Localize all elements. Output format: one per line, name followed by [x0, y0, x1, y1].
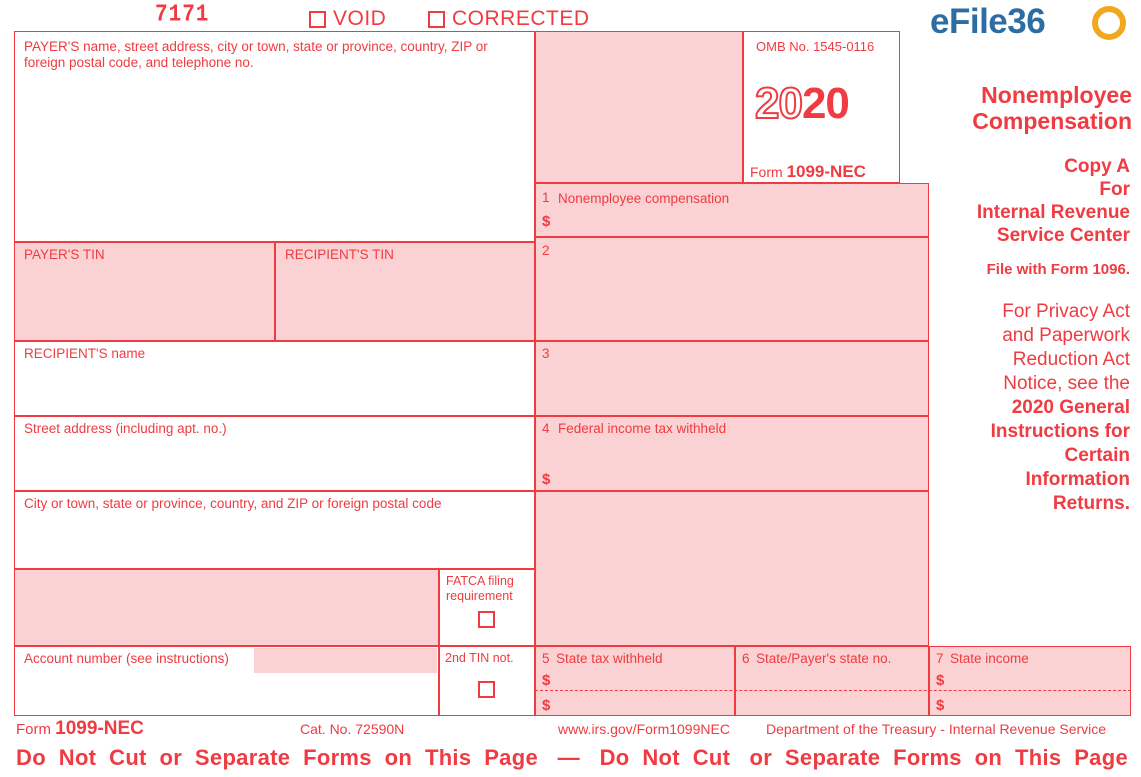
footer-form-word: Form: [16, 721, 51, 738]
box4-label: Federal income tax withheld: [558, 421, 727, 436]
copy-a-line2: For: [1099, 179, 1130, 200]
form-word: Form: [750, 164, 783, 180]
form-title-line1: Nonemployee: [981, 82, 1132, 108]
privacy-line7: Certain: [1064, 445, 1130, 466]
privacy-line2: and Paperwork: [1002, 325, 1130, 346]
box2-number: 2: [542, 243, 550, 258]
copy-a-line1: Copy A: [1064, 156, 1130, 177]
state-boxes-dashed-separator: [535, 690, 1131, 691]
footer-do-not-cut: [16, 745, 1128, 771]
logo-digit-3: 3: [1007, 2, 1027, 41]
copy-a-block: [930, 155, 1130, 247]
box1-label: Nonemployee compensation: [558, 191, 730, 206]
box1-dollar-sign: $: [542, 213, 551, 230]
footer-form-number: 1099-NEC: [55, 718, 144, 739]
box5-label: State tax withheld: [556, 651, 663, 666]
logo-digit-6: 6: [1026, 2, 1046, 41]
form-title-line2: Compensation: [972, 108, 1132, 134]
second-tin-checkbox[interactable]: [478, 681, 495, 698]
privacy-line3: Reduction Act: [1012, 349, 1130, 370]
footer-do-not-cut-left: Do Not Cut or Separate Forms on This Page: [16, 745, 538, 770]
corrected-checkbox[interactable]: [428, 11, 445, 28]
box7-label: State income: [950, 651, 1029, 666]
logo-word-file: File: [948, 2, 1008, 41]
blank-pink-area-left: [14, 569, 439, 646]
box7-dollar-sign-1: $: [936, 672, 945, 689]
payer-pink-area: [535, 31, 743, 183]
privacy-line9: Returns.: [1052, 493, 1130, 514]
logo-letter-e: e: [930, 2, 949, 41]
box6-label: State/Payer's state no.: [756, 651, 892, 666]
box4-number: 4: [542, 421, 550, 436]
privacy-line8: Information: [1025, 469, 1130, 490]
box5-dollar-sign-1: $: [542, 672, 551, 689]
void-checkbox[interactable]: [309, 11, 326, 28]
box6-number: 6: [742, 651, 750, 666]
street-address-label: Street address (including apt. no.): [24, 421, 227, 436]
privacy-act-notice: [930, 300, 1130, 516]
box5-dollar-sign-2: $: [542, 697, 551, 714]
tax-year-prefix: 20: [755, 79, 802, 128]
footer-do-not-cut-dash: —: [557, 745, 580, 770]
privacy-line5: 2020 General: [1011, 397, 1130, 418]
fatca-checkbox[interactable]: [478, 611, 495, 628]
account-number-label: Account number (see instructions): [24, 651, 229, 666]
city-state-zip-label: City or town, state or province, country, and ZIP or foreign postal code: [24, 496, 442, 511]
box5-number: 5: [542, 651, 550, 666]
footer-department: Department of the Treasury - Internal Revenue Service: [766, 721, 1107, 737]
box3-number: 3: [542, 346, 550, 361]
tax-year: [755, 79, 849, 129]
recipient-tin-label: RECIPIENT'S TIN: [285, 247, 394, 262]
box4-dollar-sign: $: [542, 471, 551, 488]
box2-direct-sales[interactable]: [535, 237, 929, 341]
copy-a-column: [930, 155, 1130, 516]
second-tin-label: 2nd TIN not.: [445, 651, 514, 665]
fatca-label-line2: requirement: [446, 589, 513, 603]
payer-name-label: PAYER'S name, street address, city or town, state or province, country, ZIP or foreign postal code, and telephone no.: [24, 39, 488, 70]
box7-dollar-sign-2: $: [936, 697, 945, 714]
corrected-label: CORRECTED: [452, 7, 590, 30]
privacy-line4: Notice, see the: [1003, 373, 1130, 394]
file-with-1096: File with Form 1096.: [986, 261, 1130, 278]
privacy-line1: For Privacy Act: [1002, 301, 1130, 322]
footer-url[interactable]: www.irs.gov/Form1099NEC: [558, 721, 730, 737]
omb-number-label: OMB No. 1545-0116: [756, 39, 875, 54]
tax-year-suffix: 20: [801, 79, 849, 128]
box1-number: 1: [542, 190, 550, 205]
payer-tin-label: PAYER'S TIN: [24, 247, 105, 262]
copy-a-line3: Internal Revenue: [976, 202, 1130, 223]
void-label: VOID: [333, 7, 387, 30]
form-number-block: [750, 162, 866, 182]
footer-cat-no: Cat. No. 72590N: [300, 721, 405, 737]
footer-do-not-cut-right: Do Not Cut or Separate Forms on This Page: [599, 745, 1128, 770]
account-number-input[interactable]: [254, 648, 437, 673]
form-number: 1099-NEC: [786, 162, 866, 181]
copy-a-line4: Service Center: [996, 225, 1130, 246]
box3-box[interactable]: [535, 341, 929, 416]
recipient-name-label: RECIPIENT'S name: [24, 346, 146, 361]
form-corner-number: 7171: [155, 2, 210, 29]
footer-form-number-block: [16, 718, 144, 740]
box7-number: 7: [936, 651, 944, 666]
blank-pink-area-right: [535, 491, 929, 646]
privacy-line6: Instructions for: [990, 421, 1130, 442]
fatca-label-line1: FATCA filing: [446, 574, 514, 588]
